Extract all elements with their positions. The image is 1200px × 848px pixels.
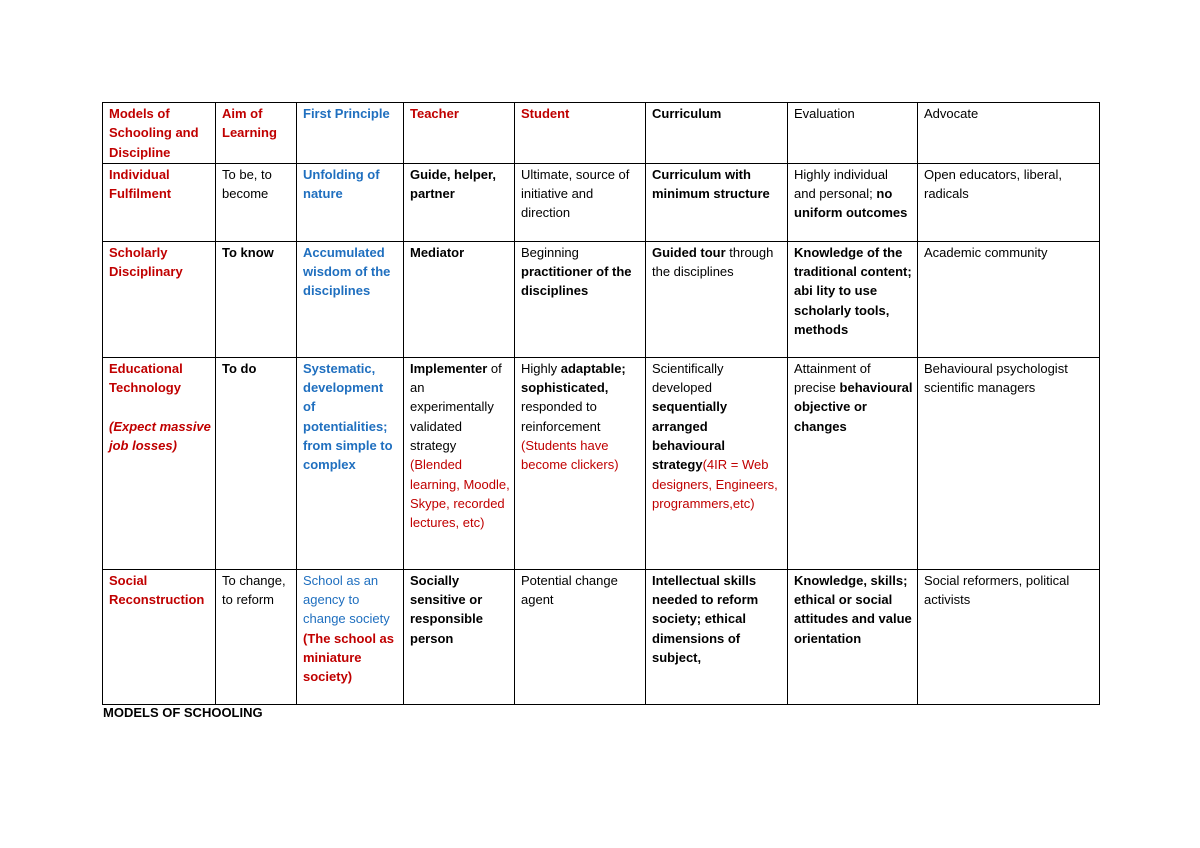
table-cell <box>297 357 404 569</box>
cell-text: responded to reinforcement <box>521 380 613 434</box>
cell-text: Evaluation <box>794 106 855 121</box>
cell-text: School as an agency to change society <box>303 572 394 627</box>
cell-text: Scientifically developed <box>652 360 728 396</box>
cell-text: Mediator <box>410 244 465 260</box>
table-row <box>103 163 1100 241</box>
table-cell <box>788 357 918 569</box>
table-cell <box>646 163 788 241</box>
cell-text: behavioural objective or changes <box>794 380 917 434</box>
table-cell <box>646 569 788 704</box>
header-cell <box>646 103 788 164</box>
cell-text: Socially sensitive or responsible person <box>410 572 487 646</box>
cell-text: To know <box>222 244 274 260</box>
cell-text: To change, to reform <box>222 572 290 608</box>
table-row <box>103 569 1100 704</box>
table-cell <box>297 163 404 241</box>
document-caption: MODELS OF SCHOOLING <box>103 705 263 720</box>
cell-text: Guide, helper, partner <box>410 166 500 202</box>
cell-text: no uniform outcomes <box>794 186 908 221</box>
table-cell <box>103 357 216 569</box>
table-row <box>103 357 1100 569</box>
table-cell <box>918 569 1100 704</box>
table-cell <box>103 163 216 241</box>
table-cell <box>918 357 1100 569</box>
cell-text: Intellectual skills needed to reform society; ethical dimensions of subject, <box>652 572 762 666</box>
cell-text: Social reformers, political activists <box>924 572 1073 608</box>
table-cell <box>515 163 646 241</box>
cell-text: Beginning <box>521 244 583 260</box>
cell-text: To be, to become <box>222 166 276 202</box>
cell-text: Models of Schooling and Discipline <box>109 106 203 160</box>
cell-text: Highly individual and personal; <box>794 166 892 202</box>
header-cell <box>297 103 404 164</box>
table-cell <box>103 241 216 357</box>
table-cell <box>216 357 297 569</box>
cell-text: Potential change agent <box>521 572 622 608</box>
cell-text: Open educators, liberal, radicals <box>924 166 1066 202</box>
cell-text: Individual Fulfilment <box>109 166 174 202</box>
cell-text: Scholarly Disciplinary <box>109 244 183 280</box>
cell-text: (The school as miniature society) <box>303 630 398 685</box>
table-cell <box>788 569 918 704</box>
table-cell <box>216 163 297 241</box>
cell-text: Knowledge of the traditional content; abi lity to use scholarly tools, methods <box>794 244 916 338</box>
cell-text: Knowledge, skills; ethical or social attitudes and value orientation <box>794 572 916 646</box>
table-cell <box>515 357 646 569</box>
table-cell <box>404 241 515 357</box>
cell-text: practitioner of the disciplines <box>521 264 636 299</box>
table-cell <box>404 357 515 569</box>
cell-text: Advocate <box>924 106 979 121</box>
cell-text: adaptable; sophisticated, <box>521 360 630 396</box>
table-cell <box>646 241 788 357</box>
cell-text: sequentially arranged behavioural strategy <box>652 399 731 473</box>
cell-text: Highly <box>521 360 561 376</box>
table-cell <box>788 163 918 241</box>
cell-text: Curriculum <box>652 106 722 121</box>
table-cell <box>918 241 1100 357</box>
table-cell <box>404 163 515 241</box>
cell-text: Attainment of precise <box>794 360 875 396</box>
cell-text: through the disciplines <box>652 244 777 280</box>
cell-text: (4IR = Web designers, Engineers, programmers,etc) <box>652 457 782 511</box>
table-cell <box>216 569 297 704</box>
table-cell <box>515 241 646 357</box>
cell-text: To do <box>222 360 257 376</box>
cell-text: First Principle <box>303 106 390 121</box>
header-cell <box>103 103 216 164</box>
header-cell <box>404 103 515 164</box>
cell-text: (Students have become clickers) <box>521 438 619 473</box>
cell-text: Behavioural psychologist scientific managers <box>924 360 1072 396</box>
header-cell <box>515 103 646 164</box>
table-cell <box>515 569 646 704</box>
cell-text: Curriculum with minimum structure <box>652 166 770 202</box>
table-cell <box>788 241 918 357</box>
header-cell <box>918 103 1100 164</box>
cell-text: Systematic, development of potentialities; from simple to complex <box>303 360 397 473</box>
header-cell <box>216 103 297 164</box>
cell-text: Educational Technology <box>109 360 187 396</box>
table-cell <box>297 569 404 704</box>
models-of-schooling-table <box>102 102 1100 705</box>
cell-text: (Expect massive job losses) <box>109 418 215 454</box>
header-cell <box>788 103 918 164</box>
table-cell <box>297 241 404 357</box>
cell-text: (Blended learning, Moodle, Skype, recorded lectures, etc) <box>410 457 514 531</box>
cell-text: Student <box>521 106 570 121</box>
table-cell <box>103 569 216 704</box>
cell-text: Guided tour <box>652 244 726 260</box>
table-row <box>103 241 1100 357</box>
table-cell <box>918 163 1100 241</box>
cell-text: Teacher <box>410 106 459 121</box>
cell-text: Aim of Learning <box>222 106 277 141</box>
table-cell <box>216 241 297 357</box>
cell-text: Social Reconstruction <box>109 572 205 608</box>
table-header-row <box>103 103 1100 164</box>
cell-text: of an experimentally validated strategy <box>410 360 506 454</box>
cell-text: Academic community <box>924 244 1048 260</box>
table-cell <box>646 357 788 569</box>
cell-text: Accumulated wisdom of the disciplines <box>303 244 395 299</box>
cell-text: Unfolding of nature <box>303 166 384 202</box>
cell-text: Ultimate, source of initiative and direction <box>521 166 633 221</box>
table-cell <box>404 569 515 704</box>
cell-text: Implementer <box>410 360 488 376</box>
